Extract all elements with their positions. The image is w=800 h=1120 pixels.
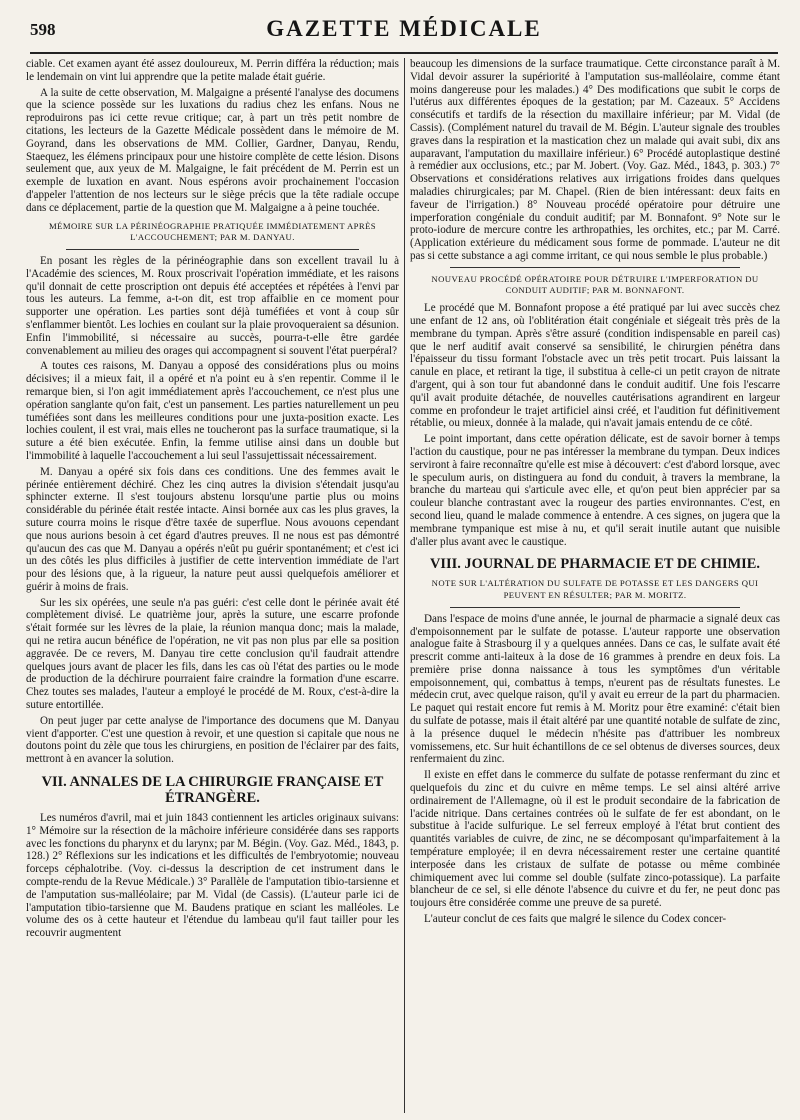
section-title: VII. ANNALES DE LA CHIRURGIE FRANÇAISE ET ÉTRANGÈRE. bbox=[41, 774, 384, 807]
article-title: NOUVEAU PROCÉDÉ OPÉRATOIRE POUR DÉTRUIRE L'IMPERFORATION DU CONDUIT AUDITIF; PAR M. BONNAFONT. bbox=[431, 273, 759, 295]
paragraph: ciable. Cet examen ayant été assez douloureux, M. Perrin différa la réduction; mais le lendemain on vint lui apprendre que la petite malade était guérie. bbox=[26, 58, 399, 83]
paragraph: Dans l'espace de moins d'une année, le journal de pharmacie a signalé deux cas d'empoisonnement par le sulfate de potasse. L'auteur rapporte une observation analogue faite à Strasbourg il y a quelques années. Dans ce cas, le sulfate avait été prescrit comme anti-laiteux à la dose de 16 grammes à prendre en deux fois. La première prise donna naissance à tous les symptômes d'un véritable empoisonnement, qui, combattus à temps, n'eurent pas de résultats funestes. Le médecin crut, avec quelque raison, qu'il y avait eu erreur de la part du pharmacien. Le paquet qui restait encore fut remis à M. Moritz pour être examiné: c'était bien du sulfate de potasse, mais il était altéré par une quantité notable de sulfate de zinc, à la présence duquel le médecin n'hésite pas d'attribuer les nombreux vomissemens, etc. Sur huit échantillons de ce sel obtenus de diverses sources, deux renfermaient du zinc. bbox=[410, 612, 780, 766]
paragraph: Le procédé que M. Bonnafont propose a été pratiqué par lui avec succès chez une enfant de 12 ans, où l'oblitération était congéniale et siégeait très près de la membrane du tympan. Après s'être assuré (condition indispensable en pareil cas) que le nerf auditif avait conservé sa sensibilité, le chirurgien pénétra dans l'épaisseur du tissu formant l'obstacle avec un très petit trocart. Puis laissant la canule en place, et retirant la tige, il substitua à celle-ci un petit crayon de nitrate d'argent, qui à son tour fut abandonné dans le conduit auditif. Une fois l'escarre qu'il avait produite détachée, de nouvelles cautérisations agrandirent en largeur comme en profondeur le trajet artificiel ainsi créé, et l'audition fut définitivement rétablie, ou mieux, donnée à la malade, qui n'avait jamais entendu de ce côté. bbox=[410, 302, 780, 430]
paragraph: Le point important, dans cette opération délicate, est de savoir borner à temps l'action du caustique, pour ne pas intéresser la membrane du tympan. Deux indices serviront à faire reconnaître qu'elle est mise à découvert: c'est d'abord lorsque, avec le speculum auris, on distinguera au fond du conduit, à travers la membrane, la branche du marteau qui s'articule avec elle, et qu'on peut bien apprécier par sa couleur blanche contrastant avec la rougeur des parties environnantes. C'est, en second lieu, quand le malade commence à entendre. A ces signes, on jugera que la membrane tympanique est mise à nu, et qu'il serait inutile autant que nuisible d'aller plus avant avec le caustique. bbox=[410, 433, 780, 548]
article-title: MÉMOIRE SUR LA PÉRINÉOGRAPHIE PRATIQUÉE IMMÉDIATEMENT APRÈS L'ACCOUCHEMENT; PAR M. DANYAU. bbox=[48, 220, 377, 242]
section-title: VIII. JOURNAL DE PHARMACIE ET DE CHIMIE. bbox=[430, 556, 760, 573]
paragraph: Sur les six opérées, une seule n'a pas guéri: c'est celle dont le périnée avait été complètement divisé. Le quatrième jour, après la suture, une escarre profonde s'était formée sur les lèvres de la plaie, la réunion manqua donc; mais la malade, qui ne retira aucun bénéfice de l'opération, ne vit pas non plus par elle sa position aggravée. De ce revers, M. Danyau tire cette conclusion qu'il faudrait attendre quelques jours avant de placer les fils, dans les cas où l'état des parties ou le mode de production de la déchirure pourraient faire craindre la formation d'une escarre. Chez toutes ses malades, l'auteur a employé le procédé de M. Roux, c'est-à-dire la suture entortillée. bbox=[26, 596, 399, 712]
article-title: NOTE SUR L'ALTÉRATION DU SULFATE DE POTASSE ET LES DANGERS QUI PEUVENT EN RÉSULTER; PAR M. MORITZ. bbox=[431, 578, 759, 600]
journal-title: GAZETTE MÉDICALE bbox=[266, 16, 542, 41]
paragraph: A toutes ces raisons, M. Danyau a opposé des considérations plus ou moins décisives; il a mieux fait, il a opéré et n'a point eu à s'en repentir. Comme il le remarque bien, si l'on agit immédiatement après l'accouchement, ce n'est plus une opération sanglante qu'on fait, c'est un pansement. Les parties naturellement un peu tuméfiées sont dans les meilleures conditions pour une juxta-position exacte. Les lochies coulent, il est vrai, mais elles ne toucheront pas la surface traumatique, si la suture a été bien exécutée. Enfin, la femme utilise ainsi dans un double but l'immobilité à laquelle l'accouchement a lui seul l'assujettissait nécessairement. bbox=[26, 360, 399, 462]
paragraph: L'auteur conclut de ces faits que malgré le silence du Codex concer- bbox=[424, 913, 727, 926]
paragraph: M. Danyau a opéré six fois dans ces conditions. Une des femmes avait le périnée entièrement déchiré. Chez les cinq autres la division s'étendait jusqu'au sphincter externe. Il s'est toujours abstenu lorsqu'une partie plus ou moins considérable du périnée était restée intacte. Ainsi bornée aux cas les plus graves, la suture courra moins le risque d'être taxée de superflue. Nous avouons cependant que nous aurions besoin à cet égard d'autres preuves. Il ne nous est pas démontré qu'aucun des cas que M. Danyau a opérés n'eût pu guérir spontanément; et c'est ici un des côtés les plus difficiles à justifier de cette intervention immédiate de l'art pour des lésions que, à la rigueur, la nature peut aussi quelquefois améliorer et guérir à moins de frais. bbox=[26, 465, 399, 593]
divider-rule bbox=[450, 607, 740, 608]
page-number: 598 bbox=[30, 20, 56, 39]
divider-rule bbox=[66, 249, 359, 250]
page-header bbox=[30, 8, 778, 54]
column-divider bbox=[404, 58, 405, 1113]
right-column bbox=[410, 58, 780, 1113]
paragraph: A la suite de cette observation, M. Malgaigne a présenté l'analyse des documens que la science possède sur les luxations du radius chez les enfans. Nous ne reproduirons pas ici cette revue critique; car, à part un très petit nombre de citations, les lecteurs de la Gazette Médicale possèdent dans le mémoire de M. Goyrand, dans les observations de MM. Collier, Gardner, Danyau, Rendu, Staequez, les élémens principaux pour une histoire complète de cette lésion. Disons seulement que, aux yeux de M. Malgaigne, le fait précédent de M. Perrin est un exemple de luxation en avant. Nous espérons avoir prochainement l'occasion d'appeler l'attention de nos lecteurs sur le siège précis que la tête radiale occupe dans ce déplacement, partie de la question que M. Malgaigne a à peine touchée. bbox=[26, 86, 399, 214]
paragraph: On peut juger par cette analyse de l'importance des documens que M. Danyau vient d'apporter. C'est une question à revoir, et une question si capitale que nous ne doutons point du zèle que tous les chirurgiens, en position de l'éclairer par des faits, mettront à en avancer la solution. bbox=[26, 714, 399, 766]
divider-rule bbox=[450, 267, 740, 268]
paragraph: Il existe en effet dans le commerce du sulfate de potasse renfermant du zinc et quelquefois du zinc et du cuivre en même temps. Le sel ainsi altéré arrive ordinairement de l'Allemagne, où il est le produit secondaire de la fabrication de l'acide nitrique. Dans certaines contrées où le sulfate de fer est abondant, on le substitue à l'acide sulfurique. Le sel ferreux employé à l'état brut contient des quantités variables de cuivre, de zinc, ne se décomposant qu'imparfaitement à la température employée; il en devra nécessairement rester une certaine quantité interposée dans les cristaux de sulfate de potasse ou même combinée chimiquement avec lui comme sel double (sulfate zinco-potassique). La parfaite blancheur de ce sel, si elle dénote l'absence du cuivre et du fer, ne peut donc pas toujours être considérée comme une preuve de sa pureté. bbox=[410, 769, 780, 910]
paragraph: Les numéros d'avril, mai et juin 1843 contiennent les articles originaux suivans: 1° Mémoire sur la résection de la mâchoire inférieure considérée dans ses rapports avec les fonctions du pharynx et du larynx; par M. Bégin. (Voy. Gaz. Méd., 1843, p. 128.) 2° Réflexions sur les indications et les difficultés de l'embryotomie; nouveau forceps céphalotribe. (Voy. ci-dessus la description de cet instrument dans le compte-rendu de la Revue Médicale.) 3° Parallèle de l'amputation tibio-tarsienne et de l'amputation sus-malléolaire; par M. Vidal (de Cassis). (L'auteur parle ici de l'amputation tibio-tarsienne que M. Baudens pratique en sciant les malléoles. Le volume des os à cette hauteur et l'étendue du lambeau qu'il faut tailler pour les recouvrir augmentent bbox=[26, 812, 399, 940]
left-column bbox=[26, 58, 399, 1113]
paragraph: En posant les règles de la périnéographie dans son excellent travail lu à l'Académie des sciences, M. Roux proscrivait l'opération immédiate, et les raisons qu'il donnait de cette proscription ont depuis été acceptées et répétées à l'envi par tous les auteurs. La femme, a-t-on dit, est trop affaiblie en ce moment pour supporter une opération. Les parties sont déjà tuméfiées et vont à coup sûr s'enflammer bientôt. Les lochies en coulant sur la plaie provoqueraient sa désunion. Enfin l'immobilité, si nécessaire au succès, pourra-t-elle être gardée convenablement au milieu des orages qui accompagnent si souvent l'état puerpéral? bbox=[26, 254, 399, 357]
paragraph: beaucoup les dimensions de la surface traumatique. Cette circonstance paraît à M. Vidal devoir assurer la supériorité à l'amputation sus-malléolaire, comme étant moins dangereuse pour les malades.) 4° Des modifications que subit le corps de l'utérus aux différentes époques de la gestation; par M. Cazeaux. 5° Accidens consécutifs et tardifs de la résection du maxillaire inférieur; par M. Vidal (de Cassis). (Complément naturel du travail de M. Bégin. L'auteur signale des troubles graves dans la respiration et la mastication chez un malade qui avait subi, dix ans auparavant, l'amputation du maxillaire inférieur.) 6° Procédé autoplastique destiné à remédier aux occlusions, etc.; par M. Jobert. (Voy. Gaz. Méd., 1843, p. 303.) 7° Observations et considérations relatives aux irrigations froides dans quelques maladies chirurgicales; par M. Chapel. (Rien de bien intéressant: deux faits en faveur de l'irrigation.) 8° Nouveau procédé opératoire pour détruire une imperforation congéniale du conduit auditif; par M. Bonnafont. 9° Note sur le proto-iodure de mercure contre les arthropathies, les orchites, etc.; par M. Carré. (Application extérieure du médicament sous forme de pommade. L'auteur ne dit pas si cette substance a agi comme irritant, ce qui nous semble le plus probable.) bbox=[410, 58, 780, 262]
